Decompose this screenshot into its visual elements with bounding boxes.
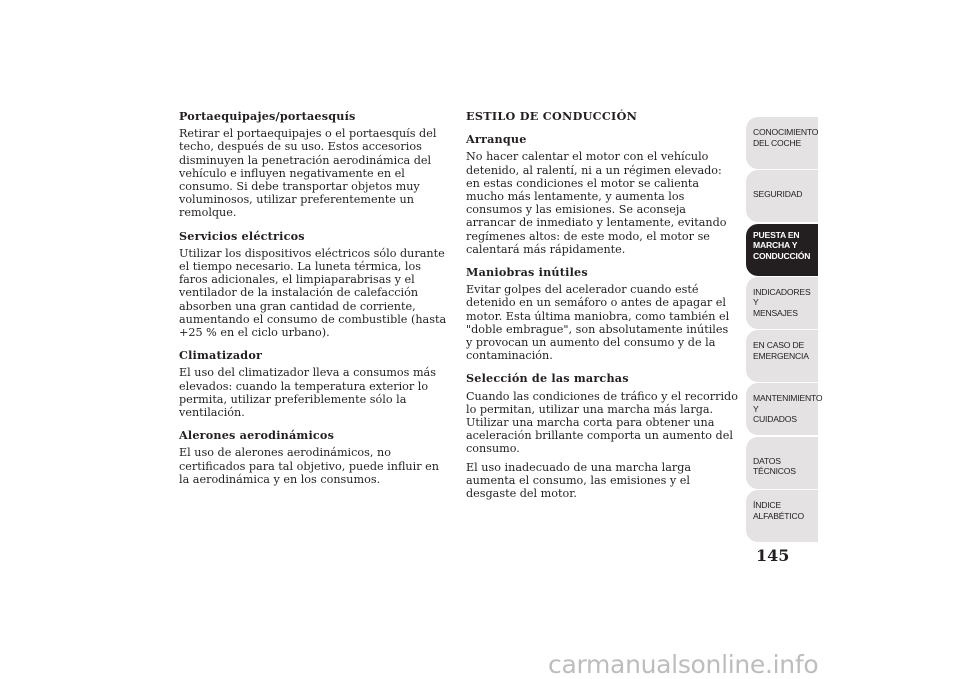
section-roof-rack <box>179 110 451 220</box>
paragraph: Utilizar los dispositivos eléctricos sólo durante el tiempo necesario. La luneta térmica, los faros adicionales, el limpiaparabrisas y el ventilador de la instalación de calefacción absorben una gran cantidad de corriente, aumentando el consumo de combustible (hasta +25 % en el ciclo urbano). <box>179 246 447 340</box>
tab-label-line: INDICADORES Y <box>753 286 811 308</box>
section-heading: Servicios eléctricos <box>179 228 305 243</box>
paragraph: Evitar golpes del acelerador cuando esté detenido en un semáforo o antes de apagar el motor. Esta última maniobra, como también el "doble embrague", son absolutamente inútiles y provocan un aumento del consumo y de la contaminación. <box>466 283 730 363</box>
tab-mantenimiento[interactable] <box>746 383 823 435</box>
tab-label-line: EN CASO DE <box>753 340 805 351</box>
tab-puesta-en-marcha[interactable] <box>746 224 818 276</box>
chapter-title: ESTILO DE CONDUCCIÓN <box>466 109 638 123</box>
section-heading: Portaequipajes/portaesquís <box>179 109 356 123</box>
tab-label-line: DEL COCHE <box>753 137 802 148</box>
tab-label-line: ALFABÉTICO <box>753 510 805 521</box>
watermark: carmanualsonline.info <box>548 650 819 679</box>
section-heading: Climatizador <box>179 348 263 363</box>
tab-label-line: DATOS TÉCNICOS <box>753 455 796 477</box>
tab-label-line: CONOCIMIENTO <box>753 127 819 137</box>
tab-label-line: MENSAJES <box>753 307 798 318</box>
left-column <box>179 110 451 496</box>
paragraph: No hacer calentar el motor con el vehículo detenido, al ralentí, ni a un régimen elevado: en estas condiciones el motor se calienta mucho más lentamente, y aumenta los consumos y las emisiones. Se aconseja arrancar de inmediato y lentamente, evitando regímenes altos: de este modo, el motor se calentará más rápidamente. <box>466 150 727 256</box>
chapter-tabs <box>746 117 823 543</box>
page-number: 145 <box>756 546 790 565</box>
tab-label-line: PUESTA EN <box>753 229 800 240</box>
section-spoilers <box>179 429 451 486</box>
tab-label-line: CUIDADOS <box>753 414 797 425</box>
section-heading: Alerones aerodinámicos <box>179 428 335 443</box>
tab-seguridad[interactable] <box>746 170 818 222</box>
paragraph: El uso de alerones aerodinámicos, no certificados para tal objetivo, puede influir en la aerodinámica y en los consumos. <box>179 446 439 486</box>
tab-label-line: EMERGENCIA <box>753 350 809 361</box>
tab-label-line: MANTENIMIENTO Y <box>753 393 823 414</box>
section-electrical <box>179 230 451 340</box>
paragraph: El uso del climatizador lleva a consumos más elevados: cuando la temperatura exterior lo permita, utilizar preferiblemente sólo la ventilación. <box>179 366 436 420</box>
tab-indice[interactable] <box>746 490 818 542</box>
section-useless-maneuvers <box>466 266 738 362</box>
tab-label-line: SEGURIDAD <box>753 189 803 200</box>
tab-indicadores[interactable] <box>746 277 818 329</box>
tab-label-line: MARCHA Y <box>753 240 798 251</box>
tab-label-line: ÍNDICE <box>753 500 781 511</box>
section-heading: Maniobras inútiles <box>466 265 588 280</box>
tab-datos-tecnicos[interactable] <box>746 437 818 489</box>
section-heading: Selección de las marchas <box>466 371 629 386</box>
tab-emergencia[interactable] <box>746 330 818 382</box>
section-heading: Arranque <box>466 132 527 147</box>
paragraph: Cuando las condiciones de tráfico y el recorrido lo permitan, utilizar una marcha más larga. Utilizar una marcha corta para obtener una aceleración brillante comporta un aumento del consumo. <box>466 389 738 456</box>
tab-conocimiento[interactable] <box>746 117 818 169</box>
paragraph: El uso inadecuado de una marcha larga aumenta el consumo, las emisiones y el desgaste del motor. <box>466 460 692 501</box>
section-climate <box>179 349 451 419</box>
section-gear-selection <box>466 372 738 500</box>
right-column <box>466 110 738 510</box>
tab-label-line: CONDUCCIÓN <box>753 250 811 261</box>
section-starting <box>466 133 738 256</box>
paragraph: Retirar el portaequipajes o el portaesquís del techo, después de su uso. Estos accesorios disminuyen la penetración aerodinámica del vehículo e influyen negativamente en el consumo. Si debe transportar objetos muy voluminosos, utilizar preferentemente un remolque. <box>179 127 437 220</box>
